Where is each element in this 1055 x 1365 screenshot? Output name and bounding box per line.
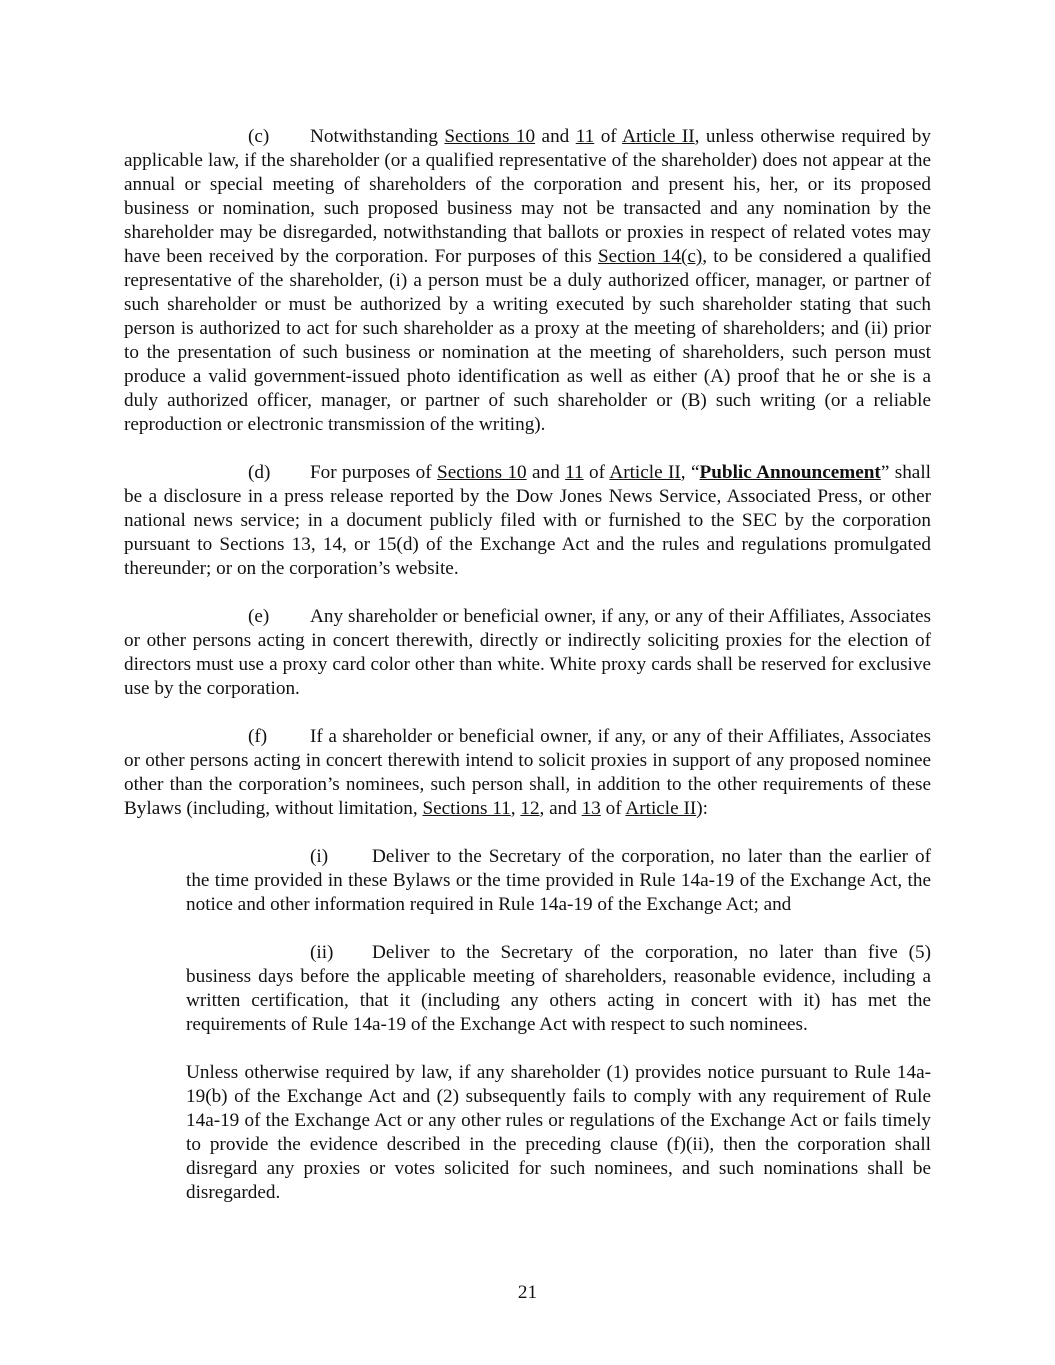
article-reference: Article II <box>622 126 695 147</box>
section-reference: 12 <box>520 798 540 819</box>
section-reference: 11 <box>565 462 584 483</box>
section-reference: Sections 10 <box>437 462 527 483</box>
subparagraph-label: (ii) <box>310 942 334 963</box>
section-reference: 11 <box>575 126 595 147</box>
paragraph-label: (d) <box>248 462 271 483</box>
paragraph-label: (c) <box>248 126 270 147</box>
section-reference: Sections 10 <box>444 126 536 147</box>
section-reference: Sections 11 <box>422 798 511 819</box>
paragraph-d: (d) For purposes of Sections 10 and 11 of Article II, “Public Announcement” shall be a disclosure in a press release reported by the Dow Jones News Service, Associated Press, or other national news service; in a document publicly filed with or furnished to the SEC by the corporation pursuant to Sections 13, 14, or 15(d) of the Exchange Act and the rules and regulations promulgated thereunder; or on the corporation’s website. <box>124 462 931 579</box>
paragraph-label: (f) <box>248 726 268 747</box>
page-number: 21 <box>517 1282 538 1303</box>
subparagraph-f-i: (i) Deliver to the Secretary of the corporation, no later than the earlier of the time provided in these Bylaws or the time provided in Rule 14a-19 of the Exchange Act, the notice and other information required in Rule 14a-19 of the Exchange Act; and <box>186 846 931 915</box>
paragraph-f-closing: Unless otherwise required by law, if any shareholder (1) provides notice pursuant to Rule 14a-19(b) of the Exchange Act and (2) subsequently fails to comply with any requirement of Rule 14a-19 of the Exchange Act or any other rules or regulations of the Exchange Act or fails timely to provide the evidence described in the preceding clause (f)(ii), then the corporation shall disregard any proxies or votes solicited for such nominees, and such nominations shall be disregarded. <box>186 1062 931 1203</box>
article-reference: Article II <box>609 462 681 483</box>
paragraph-label: (e) <box>248 606 270 627</box>
subparagraph-label: (i) <box>310 846 329 867</box>
defined-term: Public Announcement <box>699 462 881 483</box>
subparagraph-f-ii: (ii) Deliver to the Secretary of the corporation, no later than five (5) business days before the applicable meeting of shareholders, reasonable evidence, including a written certification, that it (including any others acting in concert with it) has met the requirements of Rule 14a-19 of the Exchange Act with respect to such nominees. <box>186 942 931 1035</box>
section-reference: 13 <box>581 798 601 819</box>
section-reference: Section 14(c) <box>598 246 703 267</box>
paragraph-c: (c) Notwithstanding Sections 10 and 11 of Article II, unless otherwise required by applicable law, if the shareholder (or a qualified representative of the shareholder) does not appear at the annual or special meeting of shareholders of the corporation and present his, her, or its proposed business or nomination, such proposed business may not be transacted and any nomination by the shareholder may be disregarded, notwithstanding that ballots or proxies in respect of related votes may have been received by the corporation. For purposes of this Section 14(c), to be considered a qualified representative of the shareholder, (i) a person must be a duly authorized officer, manager, or partner of such shareholder or must be authorized by a writing executed by such shareholder stating that such person is authorized to act for such shareholder as a proxy at the meeting of shareholders; and (ii) prior to the presentation of such business or nomination at the meeting of shareholders, such person must produce a valid government-issued photo identification as well as either (A) proof that he or she is a duly authorized officer, manager, or partner of such shareholder or (B) such writing (or a reliable reproduction or electronic transmission of the writing). <box>124 126 932 435</box>
document-body <box>124 125 931 1229</box>
paragraph-e: (e) Any shareholder or beneficial owner, if any, or any of their Affiliates, Associates or other persons acting in concert therewith, directly or indirectly soliciting proxies for the election of directors must use a proxy card color other than white. White proxy cards shall be reserved for exclusive use by the corporation. <box>124 606 931 699</box>
article-reference: Article II <box>625 798 697 819</box>
paragraph-f: (f) If a shareholder or beneficial owner, if any, or any of their Affiliates, Associates or other persons acting in concert therewith intend to solicit proxies in support of any proposed nominee other than the corporation’s nominees, such person shall, in addition to the other requirements of these Bylaws (including, without limitation, Sections 11, 12, and 13 of Article II): <box>124 726 931 819</box>
